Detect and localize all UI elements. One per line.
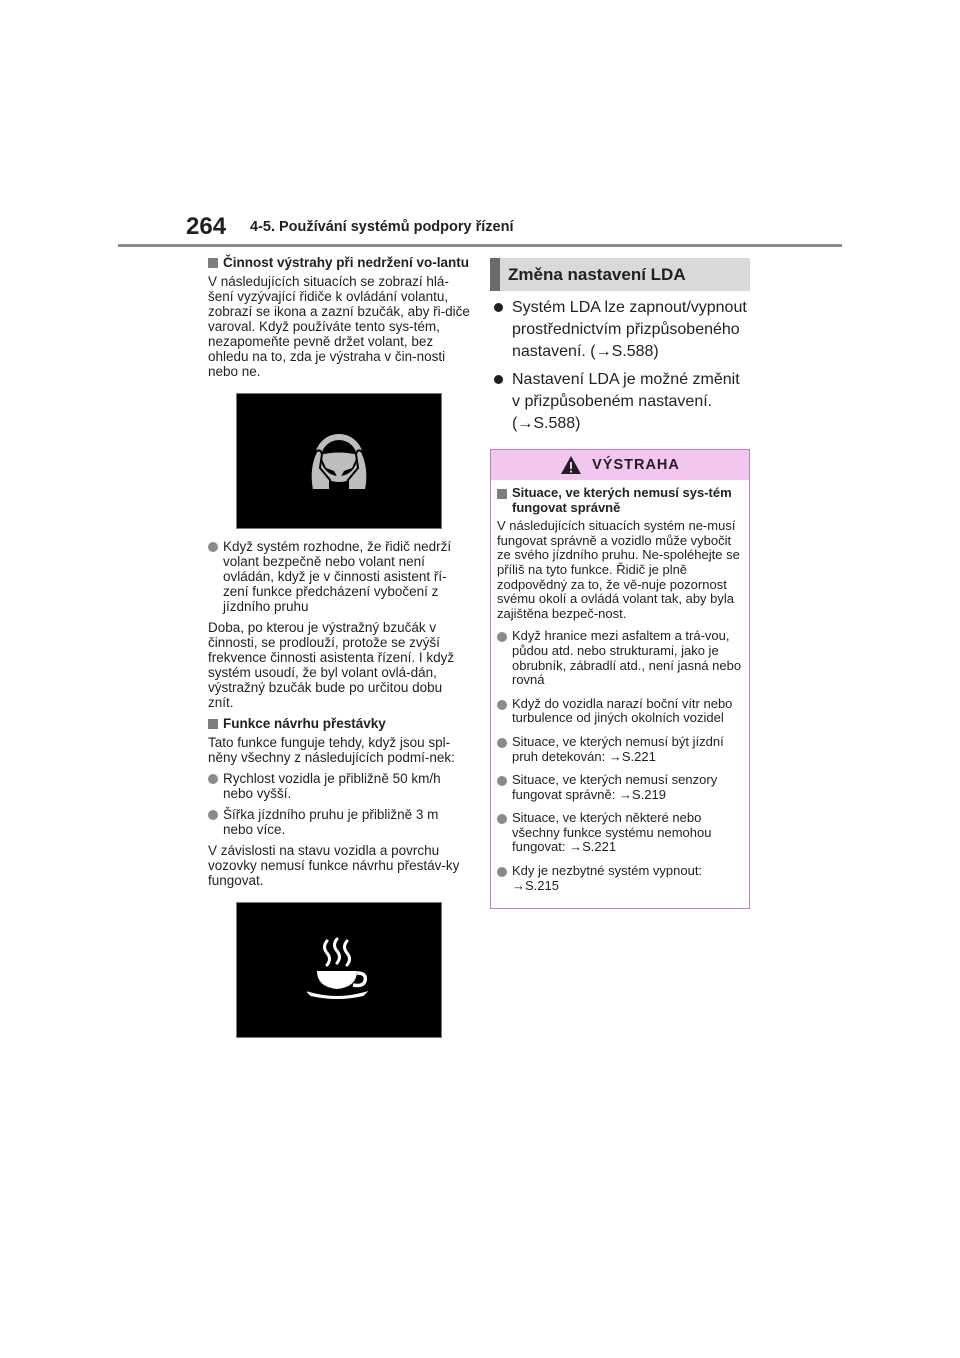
warning-title: VÝSTRAHA [592,457,680,473]
round-bullet-icon [208,774,218,784]
warning-header [491,450,749,480]
page-number: 264 [186,213,227,240]
list-item: Kdy je nezbytné systém vypnout: →S.215 [497,864,743,893]
round-bullet-icon [497,776,507,786]
hands-on-steering-wheel-icon [300,428,378,494]
coffee-cup-icon [307,937,371,1003]
warning-body [491,480,749,908]
chapter-title: 4-5. Používání systémů podpory řízení [250,219,514,235]
round-bullet-icon [497,700,507,710]
paragraph: V následujících situacích se zobrazí hlá-šení vyzývající řidiče k ovládání volantu, zobrazí se ikona a zazní bzučák, aby ři-diče varoval. Když používáte tento sys-tém, nezapomeňte pevně držet volant, bez ohledu na to, zda je výstraha v čin-nosti nebo ne. [208,274,470,379]
warning-box [490,449,750,909]
paragraph: Tato funkce funguje tehdy, když jsou spl-něny všechny z následujících podmí-nek: [208,735,455,765]
list-item: Systém LDA lze zapnout/vypnout prostřednictvím přizpůsobeného nastavení. (→S.588) [490,297,750,363]
list-item: Když systém rozhodne, že řidič nedrží volant bezpečně nebo volant není ovládán, když je v činnosti asistent ří-zení funkce předcházení vybočení z jízdního pruhu [208,539,470,614]
warning-triangle-icon [560,455,582,475]
list-item: Rychlost vozidla je přibližně 50 km/h nebo vyšší. [208,771,470,801]
subheading-hands-off-warning: Činnost výstrahy při nedržení vo-lantu [208,255,470,270]
list-item: Nastavení LDA je možné změnit v přizpůsobeném nastavení. (→S.588) [490,369,750,435]
break-suggestion-screen [236,902,442,1038]
right-column [490,258,750,909]
round-bullet-icon [208,542,218,552]
paragraph: V závislosti na stavu vozidla a povrchu vozovky nemusí funkce návrhu přestáv-ky fungovat. [208,843,460,888]
left-column [208,255,470,1048]
round-bullet-icon [208,810,218,820]
square-bullet-icon [208,258,218,268]
list-item: Když do vozidla narazí boční vítr nebo turbulence od jiných okolních vozidel [497,697,743,726]
list-item: Situace, ve kterých některé nebo všechny funkce systému nemohou fungovat: →S.221 [497,811,743,855]
round-bullet-icon [497,632,507,642]
round-bullet-icon [494,375,503,384]
list-item: Situace, ve kterých nemusí být jízdní pruh detekován: →S.221 [497,735,743,764]
round-bullet-icon [497,867,507,877]
header-rule [118,244,842,247]
section-title: Změna nastavení LDA [490,258,750,291]
list-item: Když hranice mezi asfaltem a trá-vou, půdou atd. nebo strukturami, jako je obrubník, zábradlí atd., není jasná nebo rovná [497,629,743,687]
steering-warning-screen [236,393,442,529]
paragraph: Doba, po kterou je výstražný bzučák v činnosti, se prodlouží, protože se zvýší frekvence činnosti asistenta řízení. I když systém usoudí, že byl volant ovlá-dán, výstražný bzučák bude po určitou dobu znít. [208,620,455,710]
page-header [186,212,842,242]
list-item: Situace, ve kterých nemusí senzory fungovat správně: →S.219 [497,773,743,802]
round-bullet-icon [494,303,503,312]
paragraph: V následujících situacích systém ne-musí fungovat správně a vozidlo může vybočit ze svého jízdního pruhu. Ne-spoléhejte se příliš na tyto funkce. Řidič je plně zodpovědný za to, že vě-nuje pozornost svému okolí a ovládá volant tak, aby byla zajištěna bezpeč-nost. [497,518,740,621]
square-bullet-icon [497,489,507,499]
square-bullet-icon [208,719,218,729]
list-item: Šířka jízdního pruhu je přibližně 3 m nebo více. [208,807,470,837]
round-bullet-icon [497,814,507,824]
warning-subheading: Situace, ve kterých nemusí sys-tém fungovat správně [497,486,743,515]
subheading-break-suggestion: Funkce návrhu přestávky [208,716,470,731]
round-bullet-icon [497,738,507,748]
